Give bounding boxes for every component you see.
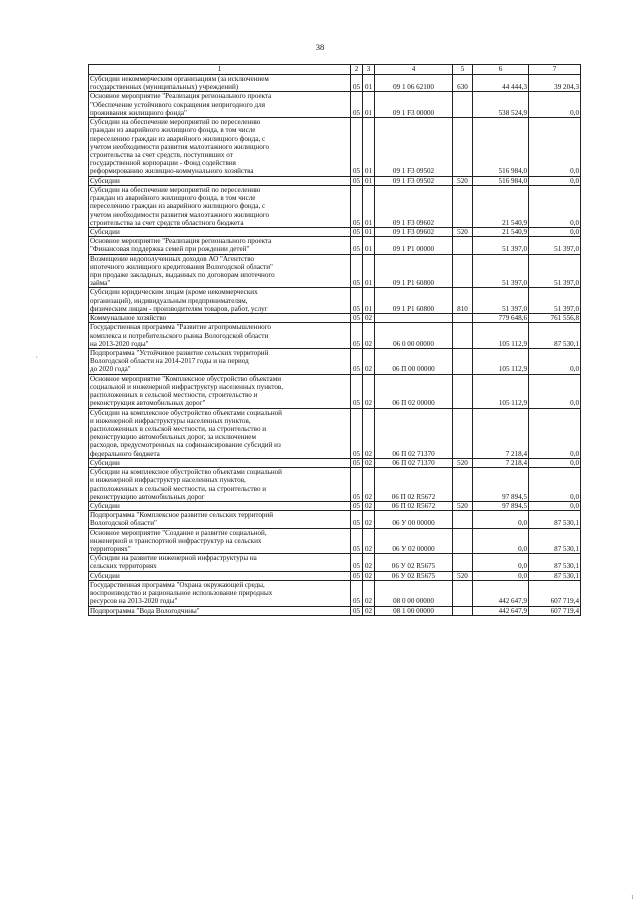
expense-type-code: 630: [453, 75, 473, 92]
description-line: при продаже закладных, выданных по договорам ипотечного: [90, 271, 275, 280]
expense-type-code: [453, 511, 473, 528]
section-code: 05: [351, 458, 363, 467]
row-description: [89, 254, 351, 288]
description-line: федерального бюджета: [90, 449, 160, 458]
table-row: [89, 288, 581, 314]
description-line: "Финансовая поддержка семей при рождении детей": [90, 245, 250, 254]
amount-year-1: 21 540,9: [473, 227, 529, 236]
amount-year-1: 105 112,9: [473, 323, 529, 349]
table-row: [89, 374, 581, 408]
amount-year-1: 51 397,0: [473, 288, 529, 314]
expense-type-code: [453, 254, 473, 288]
expense-type-code: [453, 408, 473, 458]
subsection-code: 02: [363, 580, 375, 606]
budget-table-container: [88, 64, 580, 616]
amount-year-1: 97 894,5: [473, 468, 529, 502]
row-description: [89, 374, 351, 408]
table-row: [89, 458, 581, 467]
expense-type-code: 520: [453, 227, 473, 236]
description-line: реконструкцию автомобильных дорог, за исключением: [90, 433, 256, 442]
section-code: 05: [351, 501, 363, 510]
table-row: [89, 554, 581, 571]
amount-year-2: 0,0: [529, 92, 581, 118]
section-code: 05: [351, 408, 363, 458]
scan-edge-mark: ,: [36, 353, 38, 359]
description-line: социальной и инженерной инфраструктур населенных пунктов,: [90, 382, 284, 391]
subsection-code: 01: [363, 254, 375, 288]
expense-type-code: 520: [453, 501, 473, 510]
subsection-code: 02: [363, 468, 375, 502]
description-line: Субсидии: [90, 571, 120, 580]
row-description: [89, 349, 351, 375]
description-line: расположенных в сельской местности, строительство и: [90, 391, 258, 400]
target-article-code: 09 1 F3 00000: [375, 92, 453, 118]
amount-year-1: 442 647,9: [473, 606, 529, 615]
description-line: Основное мероприятие "Создание и развитие социальной,: [90, 528, 267, 537]
subsection-code: 02: [363, 554, 375, 571]
row-description: [89, 92, 351, 118]
table-row: [89, 92, 581, 118]
amount-year-2: 0,0: [529, 176, 581, 185]
target-article-code: [375, 314, 453, 323]
subsection-code: 01: [363, 92, 375, 118]
table-row: [89, 75, 581, 92]
amount-year-1: 0,0: [473, 554, 529, 571]
amount-year-1: 0,0: [473, 511, 529, 528]
description-line: и инженерной инфраструктур населенных пунктов,: [90, 476, 246, 485]
section-code: 05: [351, 185, 363, 227]
description-line: расположенных в сельской местности, на строительство и: [90, 484, 267, 493]
section-code: 05: [351, 528, 363, 554]
target-article-code: 09 1 P1 00000: [375, 237, 453, 254]
expense-type-code: [453, 185, 473, 227]
amount-year-2: 0,0: [529, 458, 581, 467]
description-line: до 2020 года": [90, 365, 131, 374]
expense-type-code: 810: [453, 288, 473, 314]
expense-type-code: [453, 468, 473, 502]
description-line: Субсидии: [90, 501, 120, 510]
subsection-code: 02: [363, 323, 375, 349]
amount-year-1: 538 524,9: [473, 92, 529, 118]
description-line: переселению граждан из аварийного жилищного фонда, с: [90, 134, 266, 143]
table-row: [89, 323, 581, 349]
description-line: Субсидии на обеспечение мероприятий по переселению: [90, 185, 261, 194]
target-article-code: 09 1 F3 09502: [375, 176, 453, 185]
expense-type-code: [453, 323, 473, 349]
subsection-code: 01: [363, 118, 375, 177]
subsection-code: 02: [363, 571, 375, 580]
amount-year-1: 0,0: [473, 528, 529, 554]
section-code: 05: [351, 254, 363, 288]
description-line: Вологодской области на 2014-2017 годы и на период: [90, 357, 249, 366]
table-row: [89, 237, 581, 254]
amount-year-1: 442 647,9: [473, 580, 529, 606]
description-line: Вологодской области": [90, 519, 157, 528]
description-line: Субсидии некоммерческим организациям (за исключением: [90, 75, 269, 83]
table-row: [89, 176, 581, 185]
description-line: Субсидии на развитие инженерной инфраструктуры на: [90, 554, 257, 563]
section-code: 05: [351, 118, 363, 177]
subsection-code: 02: [363, 511, 375, 528]
section-code: 05: [351, 374, 363, 408]
description-line: реформированию жилищно-коммунального хозяйства: [90, 167, 254, 176]
description-line: Субсидии: [90, 176, 120, 185]
column-header: 4: [375, 65, 453, 75]
row-description: [89, 554, 351, 571]
amount-year-1: 105 112,9: [473, 374, 529, 408]
row-description: [89, 528, 351, 554]
row-description: [89, 118, 351, 177]
amount-year-2: 87 530,1: [529, 323, 581, 349]
description-line: ипотечного жилищного кредитования Вологодской области": [90, 262, 273, 271]
section-code: 05: [351, 314, 363, 323]
description-line: Субсидии на комплексное обустройство объектами социальной: [90, 408, 282, 417]
table-row: [89, 349, 581, 375]
expense-type-code: [453, 606, 473, 615]
amount-year-2: 0,0: [529, 185, 581, 227]
description-line: граждан из аварийного жилищного фонда, в том числе: [90, 194, 256, 203]
subsection-code: 01: [363, 185, 375, 227]
description-line: на 2013-2020 годы": [90, 339, 149, 348]
section-code: 05: [351, 237, 363, 254]
table-row: [89, 185, 581, 227]
description-line: государственной корпорации - Фонд содействия: [90, 159, 236, 168]
description-line: реконструкция автомобильных дорог": [90, 399, 206, 408]
subsection-code: 02: [363, 501, 375, 510]
description-line: Подпрограмма "Устойчивое развитие сельских территорий: [90, 349, 269, 357]
row-description: [89, 468, 351, 502]
amount-year-2: 0,0: [529, 408, 581, 458]
description-line: Субсидии: [90, 227, 120, 236]
target-article-code: 06 У 02 R5675: [375, 571, 453, 580]
amount-year-2: 87 530,1: [529, 528, 581, 554]
target-article-code: 09 1 F3 09602: [375, 227, 453, 236]
target-article-code: 08 0 00 00000: [375, 580, 453, 606]
table-row: [89, 606, 581, 615]
description-line: Подпрограмма "Вода Вологодчины": [90, 606, 200, 615]
amount-year-2: 0,0: [529, 501, 581, 510]
expense-type-code: [453, 374, 473, 408]
description-line: Субсидии: [90, 458, 120, 467]
description-line: займа": [90, 279, 111, 288]
amount-year-2: 51 397,0: [529, 237, 581, 254]
expense-type-code: [453, 554, 473, 571]
target-article-code: 06 П 02 71370: [375, 458, 453, 467]
row-description: [89, 501, 351, 510]
amount-year-1: 516 984,0: [473, 176, 529, 185]
column-number-row: [89, 65, 581, 75]
expense-type-code: 520: [453, 176, 473, 185]
subsection-code: 01: [363, 176, 375, 185]
description-line: Государственная программа "Охрана окружающей среды,: [90, 580, 265, 589]
amount-year-1: 97 894,5: [473, 501, 529, 510]
amount-year-2: 39 204,3: [529, 75, 581, 92]
target-article-code: 09 1 06 62100: [375, 75, 453, 92]
description-line: организаций), индивидуальным предпринимателям,: [90, 296, 248, 305]
amount-year-2: 51 397,0: [529, 288, 581, 314]
description-line: реконструкцию автомобильных дорог: [90, 492, 205, 501]
column-header: 5: [453, 65, 473, 75]
amount-year-1: 105 112,9: [473, 349, 529, 375]
table-row: [89, 468, 581, 502]
expense-type-code: [453, 92, 473, 118]
subsection-code: 02: [363, 349, 375, 375]
section-code: 05: [351, 176, 363, 185]
expense-type-code: [453, 237, 473, 254]
description-line: сельских территориях: [90, 562, 157, 571]
table-row: [89, 227, 581, 236]
target-article-code: 08 1 00 00000: [375, 606, 453, 615]
row-description: [89, 571, 351, 580]
description-line: Государственная программа "Развитие агропромышленного: [90, 323, 271, 332]
row-description: [89, 314, 351, 323]
table-row: [89, 314, 581, 323]
description-line: Основное мероприятие "Реализация регионального проекта: [90, 92, 272, 101]
amount-year-1: 516 984,0: [473, 118, 529, 177]
page-number: 38: [315, 42, 325, 52]
expense-type-code: 520: [453, 458, 473, 467]
table-row: [89, 571, 581, 580]
amount-year-2: 607 719,4: [529, 606, 581, 615]
description-line: комплекса и потребительского рынка Вологодской области: [90, 331, 269, 340]
description-line: Подпрограмма "Комплексное развитие сельских территорий: [90, 511, 274, 520]
subsection-code: 02: [363, 374, 375, 408]
amount-year-2: 87 530,1: [529, 554, 581, 571]
description-line: и инженерной инфраструктуры населенных пунктов,: [90, 416, 251, 425]
description-line: проживания жилищного фонда": [90, 108, 187, 117]
amount-year-1: 7 218,4: [473, 458, 529, 467]
amount-year-2: 761 556,8: [529, 314, 581, 323]
expense-type-code: [453, 118, 473, 177]
description-line: расходов, предусмотренных на софинансирование субсидий из: [90, 441, 281, 450]
amount-year-2: 87 530,1: [529, 571, 581, 580]
amount-year-1: 44 444,3: [473, 75, 529, 92]
target-article-code: 09 1 P1 60800: [375, 288, 453, 314]
target-article-code: 09 1 P1 60800: [375, 254, 453, 288]
target-article-code: 06 П 02 R5672: [375, 501, 453, 510]
description-line: территориях": [90, 545, 131, 554]
amount-year-2: 0,0: [529, 468, 581, 502]
description-line: строительства за счет средств областного бюджета: [90, 218, 244, 227]
target-article-code: 06 У 02 00000: [375, 528, 453, 554]
budget-allocation-table: [88, 64, 581, 616]
column-header: 2: [351, 65, 363, 75]
amount-year-2: 0,0: [529, 118, 581, 177]
description-line: переселению граждан из аварийного жилищного фонда, с: [90, 202, 266, 211]
table-row: [89, 501, 581, 510]
description-line: "Обеспечение устойчивого сокращения непригодного для: [90, 100, 265, 109]
description-line: строительства за счет средств, поступивших от: [90, 150, 233, 159]
description-line: Возмещение недополученных доходов АО "Агентство: [90, 254, 255, 263]
subsection-code: 02: [363, 528, 375, 554]
row-description: [89, 288, 351, 314]
target-article-code: 06 П 02 71370: [375, 408, 453, 458]
amount-year-1: 51 397,0: [473, 237, 529, 254]
amount-year-2: 51 397,0: [529, 254, 581, 288]
subsection-code: 02: [363, 458, 375, 467]
table-header: [89, 65, 581, 75]
table-row: [89, 580, 581, 606]
row-description: [89, 511, 351, 528]
subsection-code: 02: [363, 606, 375, 615]
amount-year-2: 607 719,4: [529, 580, 581, 606]
section-code: 05: [351, 580, 363, 606]
amount-year-2: 0,0: [529, 227, 581, 236]
row-description: [89, 227, 351, 236]
expense-type-code: [453, 580, 473, 606]
description-line: учетом необходимости развития малоэтажного жилищного: [90, 142, 270, 151]
row-description: [89, 185, 351, 227]
row-description: [89, 237, 351, 254]
amount-year-1: 7 218,4: [473, 408, 529, 458]
section-code: 05: [351, 323, 363, 349]
row-description: [89, 75, 351, 92]
amount-year-1: 51 397,0: [473, 254, 529, 288]
column-header: 7: [529, 65, 581, 75]
table-row: [89, 511, 581, 528]
column-header: 3: [363, 65, 375, 75]
row-description: [89, 176, 351, 185]
expense-type-code: [453, 314, 473, 323]
section-code: 05: [351, 288, 363, 314]
section-code: 05: [351, 227, 363, 236]
amount-year-2: 0,0: [529, 374, 581, 408]
description-line: Субсидии на обеспечение мероприятий по переселению: [90, 118, 261, 127]
description-line: государственных (муниципальных) учреждений): [90, 83, 239, 92]
target-article-code: 09 1 F3 09502: [375, 118, 453, 177]
section-code: 05: [351, 606, 363, 615]
description-line: Субсидии юридическим лицам (кроме некоммерческих: [90, 288, 258, 297]
target-article-code: 06 У 00 00000: [375, 511, 453, 528]
description-line: Коммунальное хозяйство: [90, 314, 167, 323]
column-header: 1: [89, 65, 351, 75]
table-row: [89, 528, 581, 554]
subsection-code: 01: [363, 288, 375, 314]
subsection-code: 02: [363, 314, 375, 323]
table-body: [89, 75, 581, 616]
amount-year-1: 21 540,9: [473, 185, 529, 227]
row-description: [89, 323, 351, 349]
section-code: 05: [351, 468, 363, 502]
table-row: [89, 118, 581, 177]
table-row: [89, 408, 581, 458]
expense-type-code: [453, 349, 473, 375]
description-line: физическим лицам - производителям товаров, работ, услуг: [90, 304, 268, 313]
description-line: учетом необходимости развития малоэтажного жилищного: [90, 210, 270, 219]
description-line: ресурсов на 2013-2020 годы": [90, 597, 178, 606]
target-article-code: 06 0 00 00000: [375, 323, 453, 349]
target-article-code: 06 П 02 00000: [375, 374, 453, 408]
row-description: [89, 458, 351, 467]
target-article-code: 06 П 00 00000: [375, 349, 453, 375]
section-code: 05: [351, 349, 363, 375]
row-description: [89, 606, 351, 615]
description-line: Субсидии на комплексное обустройство объектами социальной: [90, 468, 282, 477]
description-line: граждан из аварийного жилищного фонда, в том числе: [90, 126, 256, 135]
section-code: 05: [351, 92, 363, 118]
description-line: инженерной и транспортной инфраструктур на сельских: [90, 536, 262, 545]
amount-year-2: 0,0: [529, 349, 581, 375]
target-article-code: 06 У 02 R5675: [375, 554, 453, 571]
description-line: Основное мероприятие "Реализация регионального проекта: [90, 237, 272, 246]
description-line: воспроизводство и рациональное использование природных: [90, 589, 273, 598]
row-description: [89, 408, 351, 458]
expense-type-code: [453, 528, 473, 554]
subsection-code: 02: [363, 408, 375, 458]
target-article-code: 09 1 F3 09602: [375, 185, 453, 227]
subsection-code: 01: [363, 227, 375, 236]
row-description: [89, 580, 351, 606]
description-line: Основное мероприятие "Комплексное обустройство объектами: [90, 374, 281, 383]
expense-type-code: 520: [453, 571, 473, 580]
target-article-code: 06 П 02 R5672: [375, 468, 453, 502]
subsection-code: 01: [363, 237, 375, 254]
amount-year-1: 779 648,6: [473, 314, 529, 323]
section-code: 05: [351, 571, 363, 580]
section-code: 05: [351, 75, 363, 92]
amount-year-2: 87 530,1: [529, 511, 581, 528]
amount-year-1: 0,0: [473, 571, 529, 580]
scan-corner-mark: 1: [631, 895, 634, 901]
table-row: [89, 254, 581, 288]
section-code: 05: [351, 554, 363, 571]
subsection-code: 01: [363, 75, 375, 92]
description-line: расположенных в сельской местности, на строительство и: [90, 424, 267, 433]
column-header: 6: [473, 65, 529, 75]
section-code: 05: [351, 511, 363, 528]
